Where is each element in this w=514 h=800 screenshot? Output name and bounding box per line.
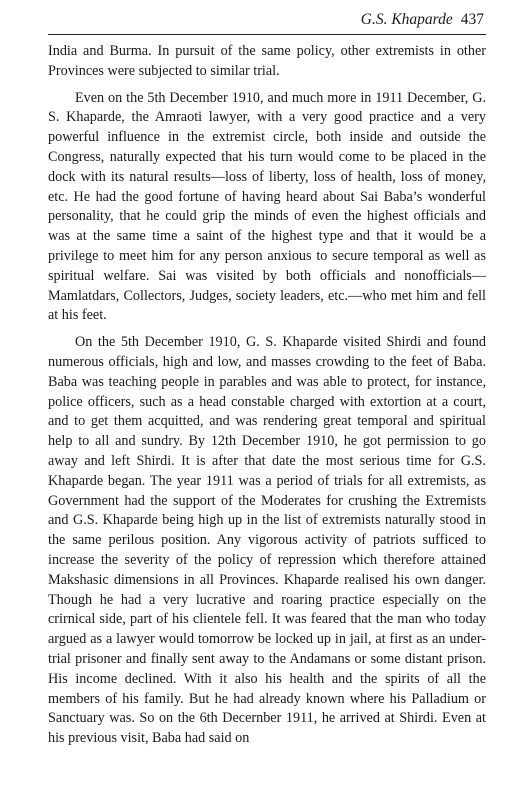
header-rule	[48, 34, 486, 35]
paragraph-khaparde-expectation: Even on the 5th December 1910, and much more in 1911 December, G. S. Khaparde, the Amraoti lawyer, with a very good practice and a very powerful influence in the extremist circle, both inside and outside the Congress, naturally expected that his turn would come to be placed in the dock with its natural results—loss of liberty, loss of health, loss of money, etc. He had the good fortune of having heard about Sai Baba’s wonderful personality, that he could grip the minds of even the highest officials and was at the same time a saint of the highest type and that it would be a privilege to meet him for any person anxious to secure temporal as well as spiritual welfare. Sai was visited by both officials and nonofficials—Mamlatdars, Collectors, Judges, society leaders, etc.—who met him and fell at his feet.	[48, 89, 486, 324]
page-number: 437	[460, 11, 484, 28]
paragraph-continuation: India and Burma. In pursuit of the same policy, other extremists in other Provinces were subjected to similar trial.	[48, 43, 486, 79]
paragraph-shirdi-visit: On the 5th December 1910, G. S. Khaparde visited Shirdi and found numerous officials, high and low, and masses crowding to the feet of Baba. Baba was teaching people in parables and was able to protect, for instance, police officers, such as a head constable charged with extortion at a court, and to get them acquitted, and was rendering great temporal and spiritual help to all and sundry. By 12th December 1910, he got permission to go away and left Shirdi. It is after that date the most serious time for G.S. Khaparde began. The year 1911 was a period of trials for all extremists, as Government had the support of the Moderates for crushing the Extremists and G.S. Khaparde being high up in the list of extremists naturally stood in the same perilous position. Any vigorous activity of patriots sufficed to increase the severity of the policy of repression which therefore attained Makshasic dimensions in all Provinces. Khaparde realised his own danger. Though he had a very lucrative and roaring practice especially on the crirnical side, part of his clientele fell. It was feared that the man who today argued as a lawyer would tomorrow be locked up in jail, at first as an under-trial prisoner and finally sent away to the Andamans or some distant prison. His income declined. With it also his health and the spirits of all the members of his family. But he had already known where his Palladium or Sanctuary was. So on the 6th Decernber 1911, he arrived at Shirdi. Even at his previous visit, Baba had said on	[48, 334, 486, 747]
running-head-title: G.S. Khaparde	[360, 11, 453, 28]
running-head	[48, 10, 486, 30]
